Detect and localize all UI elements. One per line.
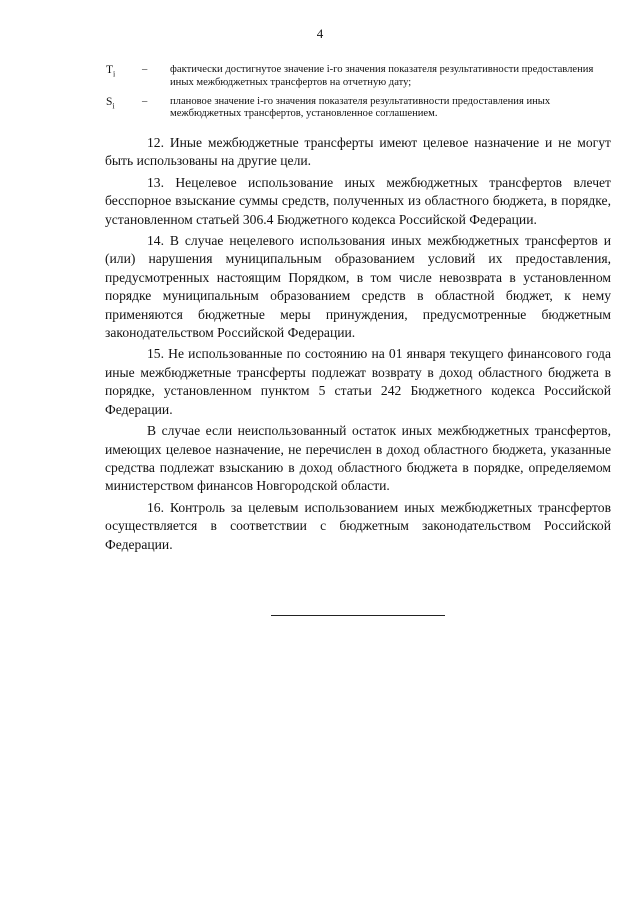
definition-row-t (106, 64, 610, 90)
paragraph-16: 16. Контроль за целевым использованием иных межбюджетных трансфертов осуществляется в соответствии с бюджетным законодательством Российской Федерации. (105, 499, 611, 552)
definition-text: плановое значение i-го значения показателя результативности предоставления иных межбюджетных трансфертов, установленное соглашением. (170, 95, 551, 120)
definition-dash: – (142, 95, 148, 107)
definition-symbol: $T_i$ (106, 64, 116, 79)
paragraph-13: 13. Нецелевое использование иных межбюджетных трансфертов влечет бесспорное взыскание суммы средств, полученных из областного бюджета, в порядке, установленном статьей 306.4 Бюджетного кодекса Российской Федерации. (105, 174, 611, 227)
paragraph-15-continued: В случае если неиспользованный остаток иных межбюджетных трансфертов, имеющих целевое назначение, не перечислен в доход областного бюджета, указанные средства подлежат взысканию в доход областного бюджета в порядке, определяемом министерством финансов Новгородской области. (105, 423, 611, 494)
paragraph-14: 14. В случае нецелевого использования иных межбюджетных трансфертов и (или) нарушения муниципальным образованием условий их предоставления, предусмотренных настоящим Порядком, в том числе невозврата в установленном порядке муниципальным образованием средств в областной бюджет, к нему применяются бюджетные меры принуждения, предусмотренные бюджетным законодательством Российской Федерации. (105, 233, 611, 341)
definition-text: фактически достигнутое значение i-го значения показателя результативности предоставления иных межбюджетных трансфертов на отчетную дату; (170, 64, 594, 88)
paragraph-12: 12. Иные межбюджетные трансферты имеют целевое назначение и не могут быть использованы на другие цели. (105, 135, 611, 169)
page-number: 4 (316, 26, 324, 41)
paragraph-15: 15. Не использованные по состоянию на 01 января текущего финансового года иные межбюджетные трансферты подлежат возврату в доход областного бюджета в порядке, установленном пунктом 5 статьи 242 Бюджетного кодекса Российской Федерации. (105, 346, 611, 417)
definition-row-s (106, 96, 610, 122)
variable-definitions (106, 64, 610, 127)
definition-dash: – (142, 64, 148, 75)
document-body (105, 134, 611, 557)
definition-symbol: $S_i$ (106, 95, 115, 110)
end-of-document-rule (271, 615, 445, 616)
